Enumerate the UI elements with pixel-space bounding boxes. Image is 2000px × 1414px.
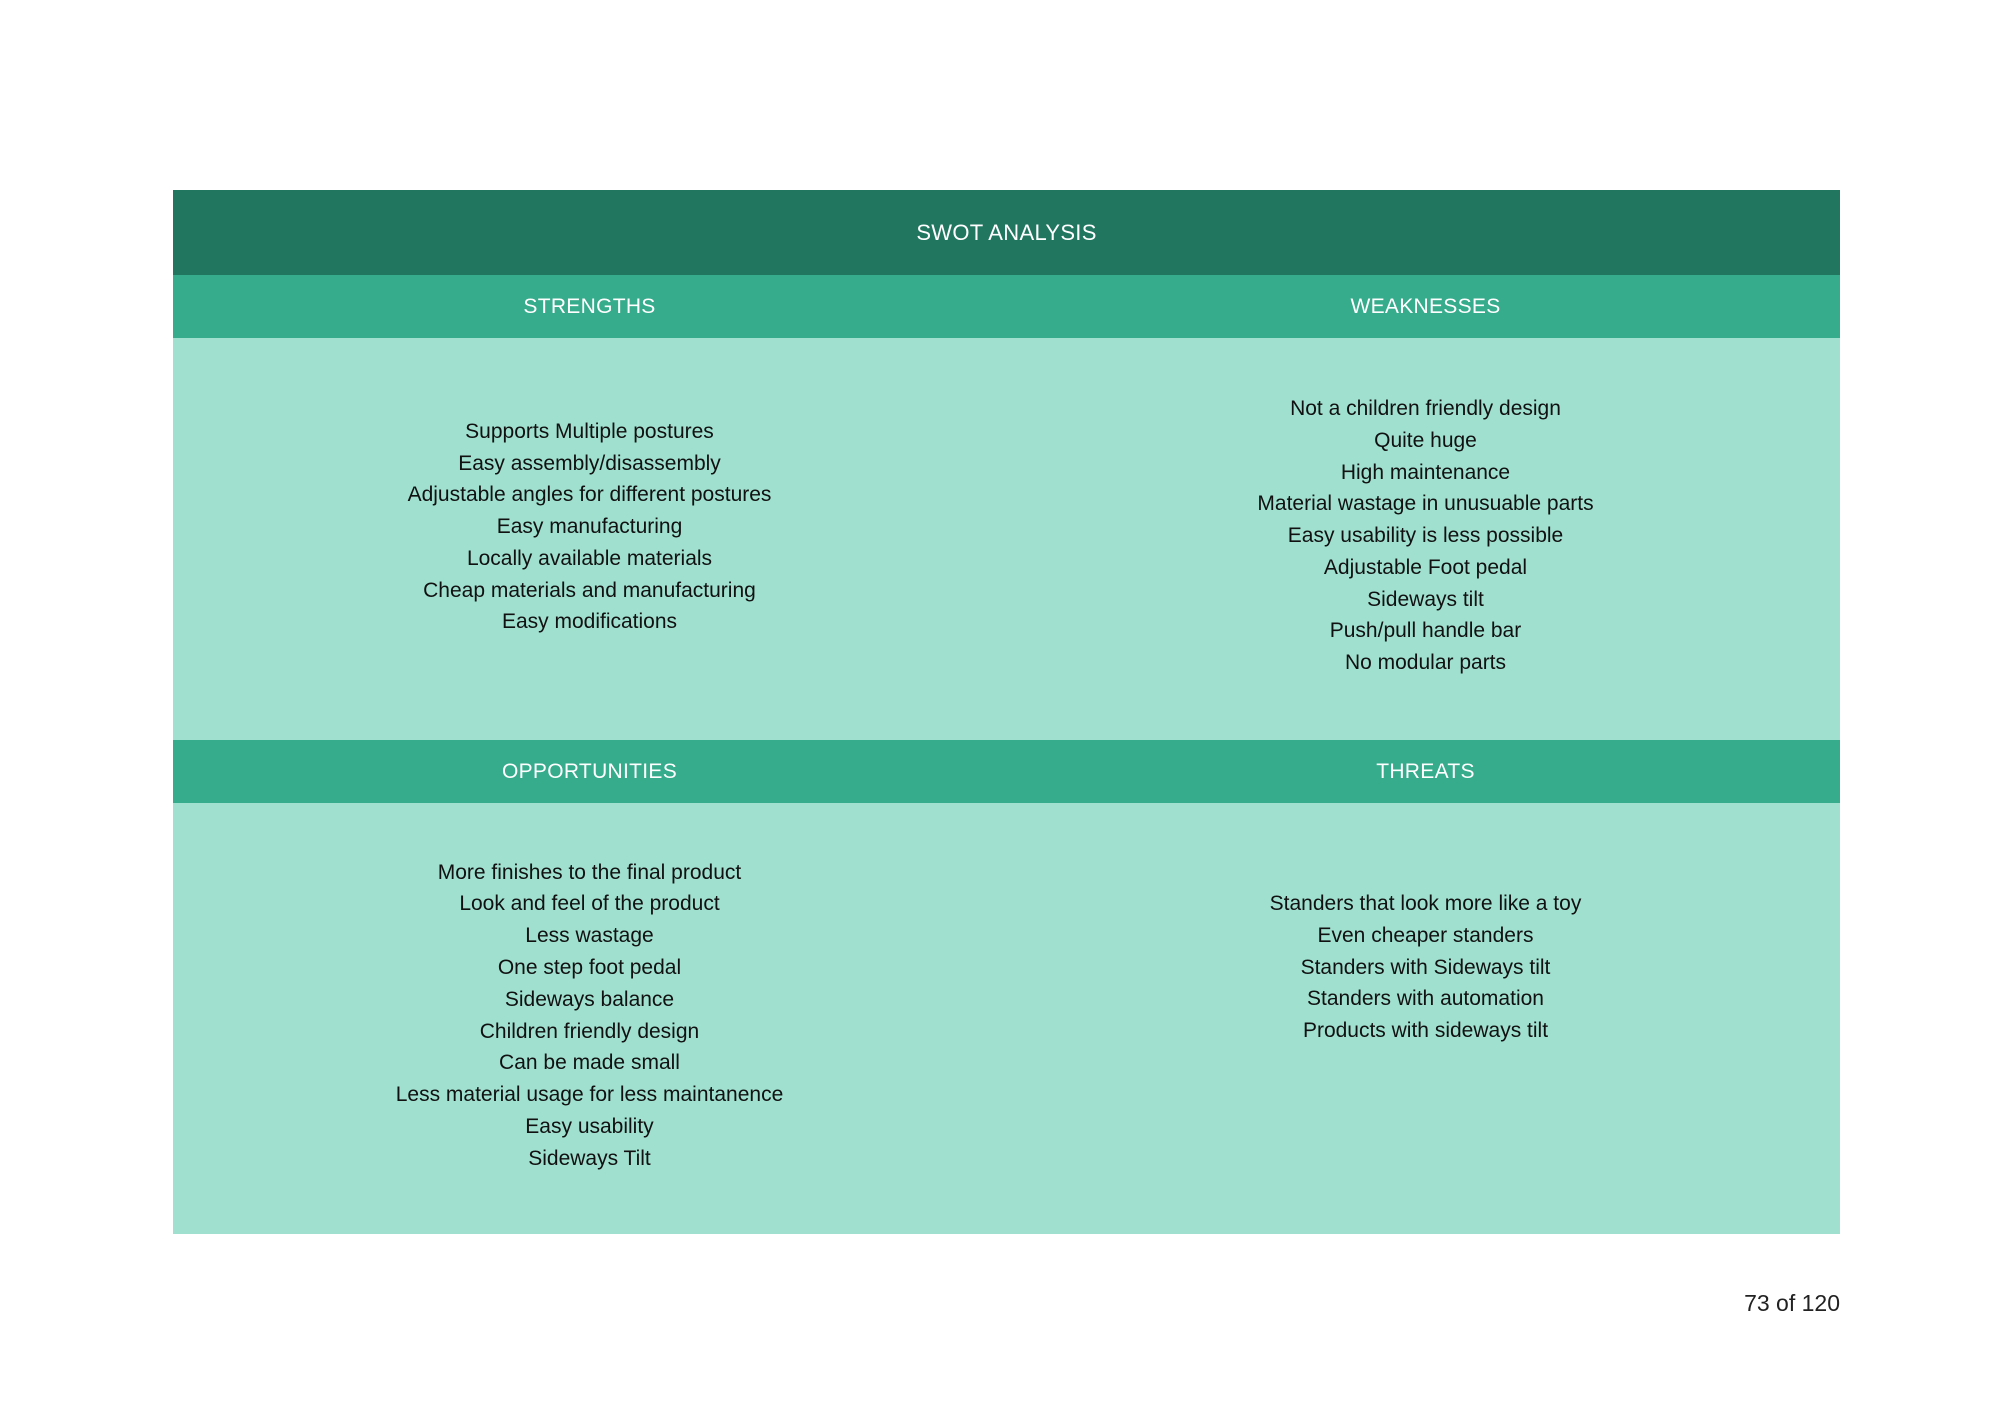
strength-item: Easy assembly/disassembly xyxy=(458,451,721,475)
weakness-item: Material wastage in unusuable parts xyxy=(1257,492,1594,516)
threat-item: Even cheaper standers xyxy=(1317,923,1534,947)
opportunity-item: Easy usability xyxy=(525,1114,654,1138)
header-band-bottom xyxy=(173,740,1840,803)
threat-item: Standers with automation xyxy=(1307,987,1544,1011)
weaknesses-cell xyxy=(1011,338,1840,740)
opportunities-cell xyxy=(173,803,1006,1234)
threats-cell xyxy=(1011,803,1840,1234)
strength-item: Locally available materials xyxy=(466,546,713,570)
threat-item: Standers with Sideways tilt xyxy=(1300,955,1551,979)
opportunity-item: Less material usage for less maintanence xyxy=(395,1083,784,1107)
weakness-item: Push/pull handle bar xyxy=(1329,619,1522,643)
weakness-item: Sideways tilt xyxy=(1367,587,1484,611)
opportunity-item: One step foot pedal xyxy=(497,955,682,979)
weakness-item: Quite huge xyxy=(1374,428,1477,452)
strength-item: Easy manufacturing xyxy=(496,515,683,539)
strength-item: Adjustable angles for different postures xyxy=(407,483,772,507)
opportunity-item: Children friendly design xyxy=(479,1019,700,1043)
header-band-top xyxy=(173,275,1840,338)
weakness-item: Easy usability is less possible xyxy=(1287,524,1564,548)
opportunity-item: Can be made small xyxy=(499,1051,680,1075)
threats-list xyxy=(1270,888,1582,1047)
swot-table xyxy=(173,190,1840,1234)
opportunity-item: Sideways balance xyxy=(504,987,675,1011)
weakness-item: Not a children friendly design xyxy=(1290,396,1561,420)
strengths-list xyxy=(408,416,772,639)
opportunities-heading: OPPORTUNITIES xyxy=(501,759,678,783)
threat-item: Products with sideways tilt xyxy=(1302,1019,1549,1043)
weakness-item: Adjustable Foot pedal xyxy=(1323,555,1528,579)
weaknesses-list xyxy=(1257,393,1593,679)
strength-item: Supports Multiple postures xyxy=(465,419,714,443)
page-number: 73 of 120 xyxy=(1744,1290,1840,1316)
strengths-cell xyxy=(173,338,1006,740)
strength-item: Cheap materials and manufacturing xyxy=(423,578,756,602)
weaknesses-heading: WEAKNESSES xyxy=(1350,294,1501,318)
weakness-item: High maintenance xyxy=(1340,460,1511,484)
opportunity-item: Sideways Tilt xyxy=(528,1146,651,1170)
threats-heading: THREATS xyxy=(1376,759,1475,783)
strengths-heading: STRENGTHS xyxy=(523,294,656,318)
opportunity-item: Less wastage xyxy=(525,924,654,948)
weakness-item: No modular parts xyxy=(1344,651,1507,675)
opportunity-item: Look and feel of the product xyxy=(459,892,720,916)
opportunities-list xyxy=(396,857,784,1175)
swot-title: SWOT ANALYSIS xyxy=(173,190,1840,275)
strength-item: Easy modifications xyxy=(501,610,678,634)
threat-item: Standers that look more like a toy xyxy=(1269,892,1582,915)
opportunity-item: More finishes to the final product xyxy=(437,860,742,884)
